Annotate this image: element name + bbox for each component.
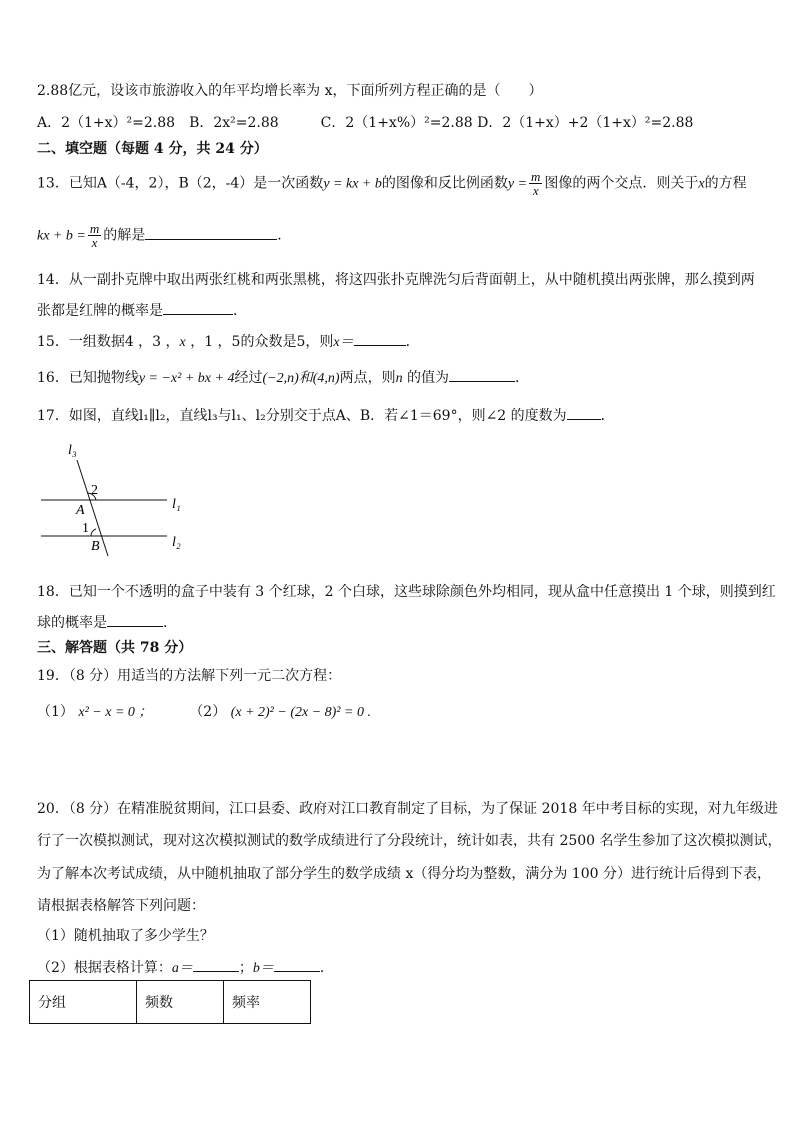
q18-end: ．: [163, 615, 177, 631]
q19-part2-label: （2）: [189, 704, 227, 720]
q14-end: ．: [233, 303, 247, 319]
q20-end: ．: [319, 960, 334, 976]
q15-text: ，1 ，5的众数是5，则: [185, 334, 334, 350]
q16-text: 16．已知抛物线: [37, 370, 139, 386]
q12-options: A．2（1+x）²=2.88 B．2x²=2.88 C．2（1+x%）²=2.88 D．2（1+x）+2（1+x）²=2.88: [37, 115, 694, 131]
q17-line: [37, 405, 615, 426]
q20-line3: 为了解本次考试成绩，从中随机抽取了部分学生的数学成绩 x（得分均为整数，满分为 100 分）进行统计后得到下表，: [37, 866, 771, 882]
q13-fraction: [88, 222, 101, 249]
q19-parts: [37, 702, 371, 723]
q15-answer-blank[interactable]: [354, 331, 406, 346]
label-l2: l₂: [172, 535, 181, 550]
q18-text: 球的概率是: [37, 615, 107, 631]
q15-var-x: x: [179, 335, 186, 350]
fraction-numerator: m: [531, 169, 541, 184]
q20-line4: 请根据表格解答下列问题：: [37, 898, 205, 914]
q13-equation-lhs: kx + b =: [37, 228, 86, 244]
q17-text: 17．如图，直线l₁∥l₂，直线l₃与l₁、l₂分别交于点A、B．若∠1＝69°，则∠2 的度数为: [37, 408, 567, 424]
angle-1-arc: [91, 529, 96, 536]
q19-part2-equation: (x + 2)² − (2x − 8)² = 0 .: [230, 705, 371, 720]
q16-text: 两点，则: [339, 370, 396, 386]
q15-end: ．: [405, 334, 420, 350]
label-point-a: A: [76, 503, 85, 518]
q18-line2: [37, 612, 177, 633]
q20-sep: ；: [238, 960, 253, 976]
q17-end: ．: [600, 408, 615, 424]
q16-var-n: n: [395, 371, 403, 386]
label-l1: l₁: [172, 497, 181, 512]
q20-var-a: a＝: [171, 961, 193, 976]
label-angle-2: 2: [91, 483, 98, 498]
q13-inverse-eq-lhs: y =: [507, 176, 528, 192]
q19-part1-label: （1）: [37, 704, 74, 720]
q16-text: 经过: [234, 370, 263, 386]
frequency-table: [29, 980, 311, 1024]
q14-answer-blank[interactable]: [163, 300, 233, 315]
fraction-denominator: x: [532, 183, 539, 198]
q20-b-blank[interactable]: [274, 957, 320, 972]
q19-stem: 19．（8 分）用适当的方法解下列一元二次方程：: [37, 668, 342, 684]
q14-line1: 14．从一副扑克牌中取出两张红桃和两张黑桃，将这四张扑克牌洗匀后背面朝上，从中随机摸出两张牌，那么摸到两: [37, 272, 755, 288]
q20-sub2: [37, 957, 334, 979]
q16-answer-blank[interactable]: [449, 367, 515, 382]
q13-text: 的方程: [704, 175, 747, 192]
q18-line1: 18．已知一个不透明的盒子中装有 3 个红球，2 个白球，这些球除颜色外均相同，现从盒中任意摸出 1 个球，则摸到红: [37, 584, 776, 600]
q16-text: 的值为: [402, 370, 450, 386]
table-header-cell: 分组: [30, 981, 137, 1024]
q20-line1: 20．（8 分）在精准脱贫期间，江口县委、政府对江口教育制定了目标，为了保证 2018 年中考目标的实现，对九年级进: [37, 801, 778, 817]
q13-text: 13．已知A（-4，2），B（2，-4）是一次函数: [37, 175, 324, 192]
q20-var-b: b＝: [252, 961, 274, 976]
q19-part1-equation: x² − x = 0 ；: [78, 705, 153, 720]
q13-line2: [37, 222, 291, 249]
section-3-title: 三、解答题（共 78 分）: [37, 640, 193, 656]
q13-text: 的解是: [103, 227, 146, 244]
q14-line2: [37, 300, 247, 321]
q20-line2: 行了一次模拟测试，现对这次模拟测试的数学成绩进行了分段统计，统计如表，共有 2500 名学生参加了这次模拟测试，: [37, 833, 782, 849]
label-point-b: B: [91, 539, 100, 554]
q13-fraction: [529, 170, 542, 197]
q17-answer-blank[interactable]: [567, 405, 601, 420]
q13-end: ．: [277, 227, 292, 244]
table-header-cell: 频数: [137, 981, 224, 1024]
q15-eq: x＝: [333, 335, 354, 350]
q13-text: 的图像和反比例函数: [381, 175, 508, 192]
q13-answer-blank[interactable]: [145, 225, 277, 240]
table-header-cell: 频率: [224, 981, 311, 1024]
q12-stem-tail: 2.88亿元，设该市旅游收入的年平均增长率为 x，下面所列方程正确的是（ ）: [37, 83, 543, 99]
q16-parabola-eq: y = −x² + bx + 4: [138, 371, 235, 386]
q14-text: 张都是红牌的概率是: [37, 303, 163, 319]
table-header-row: [30, 981, 311, 1024]
q13-text: 图像的两个交点．则关于: [544, 175, 699, 192]
q20-sub1: （1）随机抽取了多少学生？: [37, 928, 214, 944]
q16-end: ．: [515, 370, 530, 386]
q13-linear-eq: y = kx + b: [323, 176, 382, 192]
q16-line: [37, 367, 529, 389]
q15-text: 15．一组数据4 ，3 ，: [37, 334, 180, 350]
q15-line: [37, 331, 420, 353]
q20-sub2-text: （2）根据表格计算：: [37, 960, 172, 976]
parallel-lines-figure: [35, 438, 195, 560]
q13-var-x: x: [698, 176, 705, 192]
q18-answer-blank[interactable]: [107, 612, 163, 627]
q20-a-blank[interactable]: [193, 957, 239, 972]
section-2-title: 二、填空题（每题 4 分，共 24 分）: [37, 141, 268, 157]
fraction-denominator: x: [91, 235, 98, 250]
fraction-numerator: m: [89, 221, 100, 236]
q13-line1: [37, 170, 747, 197]
label-angle-1: 1: [82, 521, 89, 536]
q16-points: (−2,n)和(4,n): [262, 371, 340, 386]
label-l3: l₃: [68, 443, 77, 458]
